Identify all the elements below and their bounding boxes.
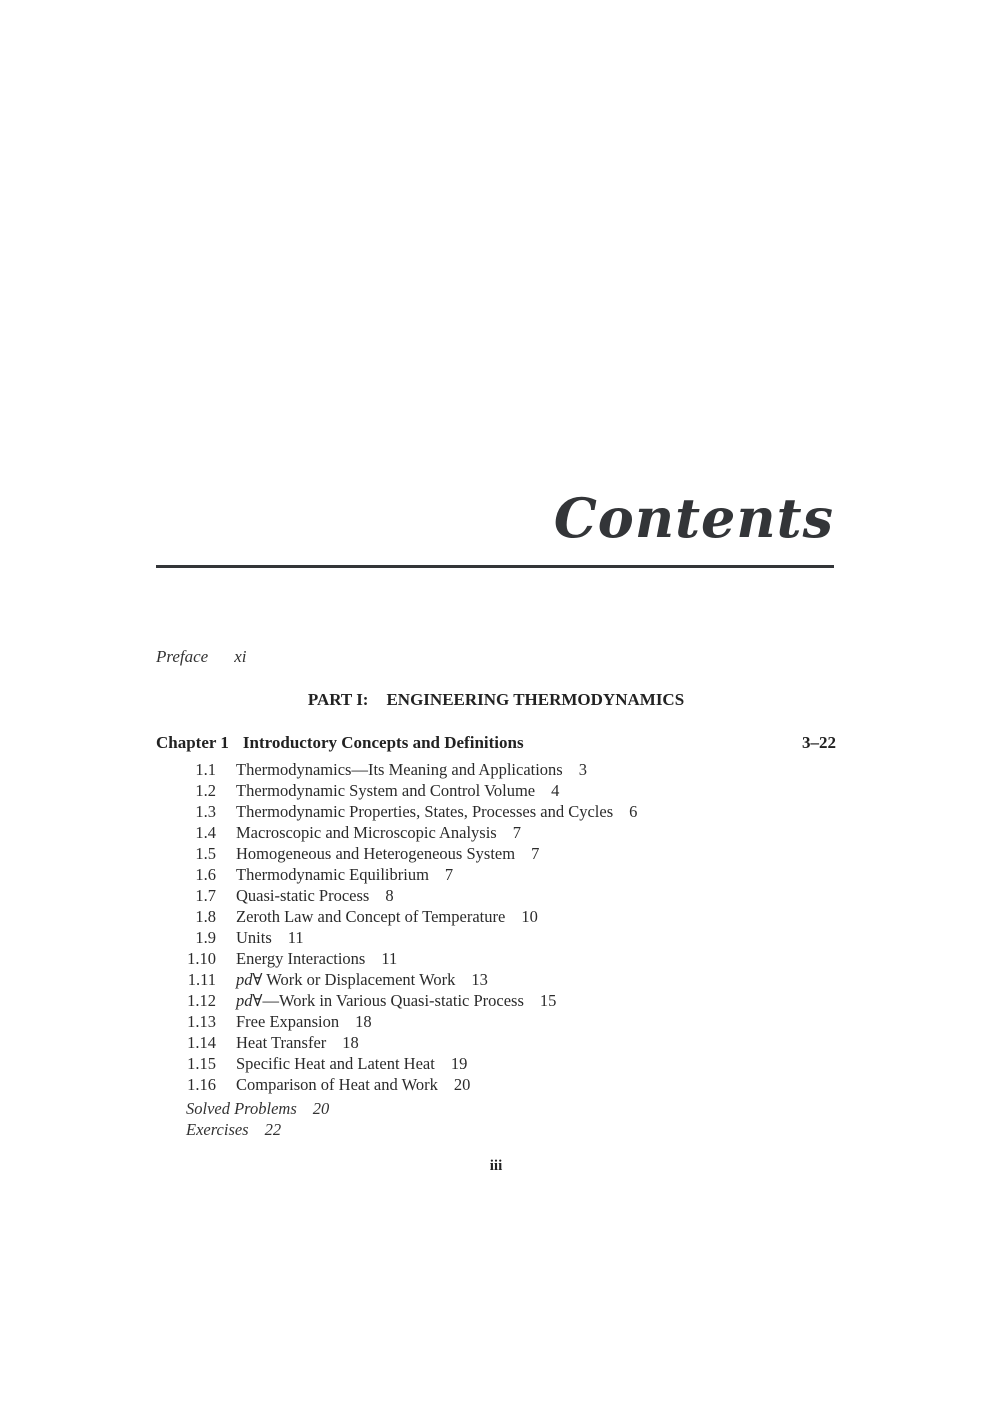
section-page: 20 (453, 1075, 471, 1094)
section-page: 3 (578, 760, 587, 779)
section-title: Thermodynamic Properties, States, Processes and Cycles (236, 802, 614, 821)
section-page: 6 (629, 802, 638, 821)
section-title: Zeroth Law and Concept of Temperature (236, 907, 506, 926)
section-number: 1.5 (195, 844, 216, 863)
section-entry[interactable] (0, 823, 992, 844)
section-entry[interactable] (0, 949, 992, 970)
section-title: Thermodynamic Equilibrium (236, 865, 429, 884)
exercises-label: Exercises (186, 1120, 249, 1139)
preface-label: Preface (156, 647, 209, 666)
section-title-wrap (236, 1075, 470, 1095)
section-page: 7 (531, 844, 540, 863)
section-entry[interactable] (0, 1054, 992, 1075)
chapter-label: Chapter 1 (156, 733, 229, 752)
section-title-wrap (236, 844, 539, 864)
section-entry[interactable] (0, 1033, 992, 1054)
section-title: Free Expansion (236, 1012, 340, 1031)
chapter-entry[interactable] (156, 733, 836, 753)
section-entry[interactable] (0, 970, 992, 991)
section-title: Energy Interactions (236, 949, 366, 968)
section-number: 1.12 (187, 991, 216, 1010)
section-number: 1.3 (195, 802, 216, 821)
section-number: 1.10 (187, 949, 216, 968)
section-title: Homogeneous and Heterogeneous System (236, 844, 516, 863)
section-title-wrap (236, 802, 637, 822)
section-page: 11 (287, 928, 304, 947)
section-page: 8 (385, 886, 394, 905)
exercises-entry[interactable] (186, 1120, 281, 1140)
section-entry[interactable] (0, 865, 992, 886)
section-number: 1.1 (195, 760, 216, 779)
section-entry[interactable] (0, 781, 992, 802)
section-title: —Work in Various Quasi-static Process (262, 991, 524, 1010)
section-entry[interactable] (0, 844, 992, 865)
section-title-wrap (236, 907, 538, 927)
section-title-wrap (236, 1054, 467, 1074)
section-title: Quasi-static Process (236, 886, 370, 905)
section-page: 19 (450, 1054, 468, 1073)
section-page: 18 (342, 1033, 359, 1052)
section-entry[interactable] (0, 802, 992, 823)
section-page: 11 (381, 949, 398, 968)
section-title-wrap (236, 760, 587, 780)
chapter-title: Introductory Concepts and Definitions (242, 733, 524, 752)
section-number: 1.2 (195, 781, 216, 800)
section-page: 7 (512, 823, 521, 842)
solved-problems-page: 20 (312, 1099, 330, 1118)
section-entry[interactable] (0, 991, 992, 1012)
section-title-wrap (236, 928, 304, 948)
section-symbol: pd∀ (236, 970, 263, 989)
section-title-wrap (236, 1033, 359, 1053)
section-entry[interactable] (0, 907, 992, 928)
section-number: 1.7 (195, 886, 216, 905)
page-number: iii (489, 1158, 503, 1174)
part-label: PART I: (307, 690, 369, 709)
section-entry[interactable] (0, 1012, 992, 1033)
section-page: 13 (471, 970, 488, 989)
section-title: Specific Heat and Latent Heat (236, 1054, 435, 1073)
part-heading (0, 690, 992, 710)
section-page: 18 (355, 1012, 372, 1031)
part-title: ENGINEERING THERMODYNAMICS (386, 690, 685, 709)
section-entry[interactable] (0, 760, 992, 781)
section-title-wrap (236, 970, 488, 990)
section-title: Comparison of Heat and Work (236, 1075, 438, 1094)
section-entry[interactable] (0, 886, 992, 907)
section-number: 1.16 (187, 1075, 216, 1094)
section-title: Work or Displacement Work (262, 970, 456, 989)
section-number: 1.11 (187, 970, 216, 989)
section-number: 1.15 (187, 1054, 216, 1073)
section-entry[interactable] (0, 1075, 992, 1096)
section-title-wrap (236, 949, 397, 969)
chapter-pages: 3–22 (802, 733, 836, 752)
section-entry[interactable] (0, 928, 992, 949)
section-title-wrap (236, 991, 556, 1011)
section-number: 1.9 (195, 928, 216, 947)
section-title-wrap (236, 823, 521, 843)
section-title: Units (236, 928, 272, 947)
section-title: Macroscopic and Microscopic Analysis (236, 823, 497, 842)
title-rule (156, 565, 834, 568)
section-number: 1.14 (187, 1033, 216, 1052)
section-title-wrap (236, 886, 394, 906)
section-number: 1.13 (187, 1012, 216, 1031)
section-title-wrap (236, 1012, 372, 1032)
section-page: 15 (539, 991, 557, 1010)
section-symbol: pd∀ (236, 991, 263, 1010)
section-page: 4 (551, 781, 560, 800)
section-title-wrap (236, 781, 559, 801)
solved-problems-entry[interactable] (186, 1099, 329, 1119)
section-number: 1.6 (195, 865, 216, 884)
section-title: Thermodynamics—Its Meaning and Applications (236, 760, 563, 779)
page-title: Contents (553, 486, 834, 550)
section-page: 7 (444, 865, 454, 884)
section-number: 1.8 (195, 907, 216, 926)
preface-entry[interactable] (156, 647, 247, 667)
section-title: Heat Transfer (236, 1033, 327, 1052)
exercises-page: 22 (264, 1120, 282, 1139)
section-page: 10 (521, 907, 538, 926)
section-number: 1.4 (195, 823, 216, 842)
section-title: Thermodynamic System and Control Volume (236, 781, 536, 800)
solved-problems-label: Solved Problems (186, 1099, 297, 1118)
preface-page: xi (234, 647, 247, 666)
section-title-wrap (236, 865, 453, 885)
